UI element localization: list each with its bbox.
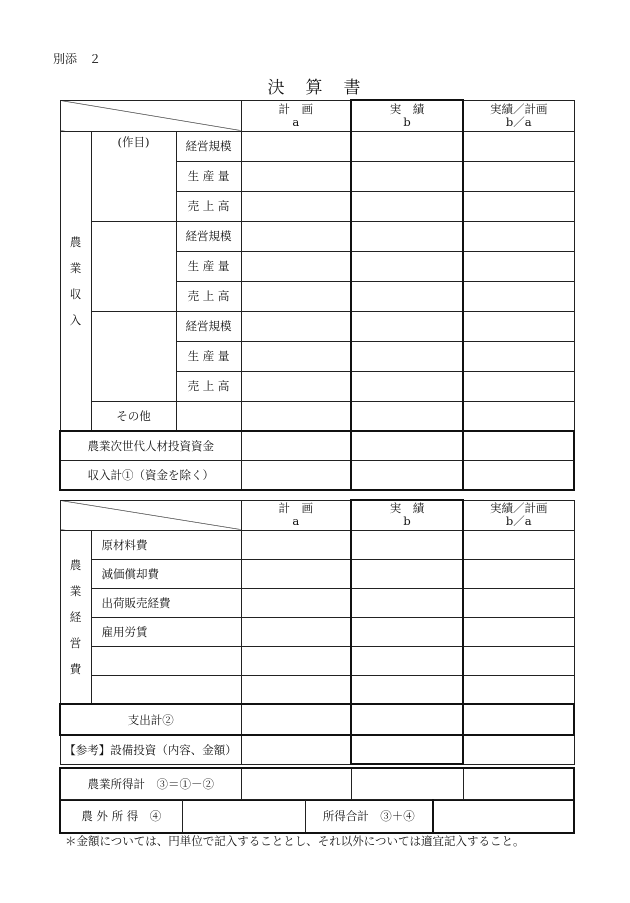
investment-label: 【参考】設備投資（内容、金額） <box>60 735 241 764</box>
total-income-input[interactable] <box>433 800 574 833</box>
input-cell[interactable] <box>241 704 351 735</box>
input-cell[interactable] <box>351 341 463 371</box>
crop-name-cell-1[interactable] <box>91 131 176 221</box>
input-cell[interactable] <box>241 617 351 646</box>
input-cell[interactable] <box>351 191 463 221</box>
input-cell[interactable] <box>351 735 463 764</box>
header-diagonal-cell <box>60 100 241 131</box>
input-cell[interactable] <box>463 530 574 559</box>
input-cell[interactable] <box>463 161 574 191</box>
metric-scale: 経営規模 <box>176 311 241 341</box>
input-cell[interactable] <box>351 251 463 281</box>
input-cell[interactable] <box>463 646 574 675</box>
input-cell[interactable] <box>241 768 351 800</box>
input-cell[interactable] <box>463 617 574 646</box>
farm-income-label: 農 業 収 入 <box>60 131 91 431</box>
input-cell[interactable] <box>463 460 574 490</box>
input-cell[interactable] <box>351 646 463 675</box>
input-cell[interactable] <box>463 704 574 735</box>
input-cell[interactable] <box>241 311 351 341</box>
input-cell[interactable] <box>463 735 574 764</box>
metric-sales: 売 上 高 <box>176 191 241 221</box>
input-cell[interactable] <box>351 281 463 311</box>
document-title: 決 算 書 <box>267 78 363 98</box>
input-cell[interactable] <box>351 588 463 617</box>
fund-label: 農業次世代人材投資資金 <box>60 431 241 460</box>
metric-scale: 経営規模 <box>176 131 241 161</box>
input-cell[interactable] <box>463 311 574 341</box>
input-cell[interactable] <box>241 371 351 401</box>
input-cell[interactable] <box>351 704 463 735</box>
metric-production: 生 産 量 <box>176 251 241 281</box>
income-table <box>59 99 575 491</box>
input-cell[interactable] <box>351 460 463 490</box>
crop-name-cell-2[interactable] <box>91 221 176 311</box>
metric-sales: 売 上 高 <box>176 281 241 311</box>
expense-item-blank[interactable] <box>91 646 241 675</box>
crop-label: (作目) <box>117 134 150 149</box>
input-cell[interactable] <box>241 735 351 764</box>
input-cell[interactable] <box>241 530 351 559</box>
input-cell[interactable] <box>463 431 574 460</box>
expense-item-blank[interactable] <box>91 675 241 704</box>
expense-item-shipping: 出荷販売経費 <box>91 588 241 617</box>
input-cell[interactable] <box>351 768 463 800</box>
input-cell[interactable] <box>241 588 351 617</box>
input-cell[interactable] <box>463 221 574 251</box>
expense-item-materials: 原材料費 <box>91 530 241 559</box>
metric-production: 生 産 量 <box>176 161 241 191</box>
operating-cost-label: 農 業 経 営 費 <box>60 530 91 704</box>
total-income-label: 所得合計 ③＋④ <box>305 800 433 833</box>
actual-header: 実 績 b <box>351 100 463 131</box>
input-cell[interactable] <box>351 161 463 191</box>
input-cell[interactable] <box>351 371 463 401</box>
input-cell[interactable] <box>241 341 351 371</box>
input-cell[interactable] <box>351 675 463 704</box>
input-cell[interactable] <box>351 401 463 431</box>
non-farm-income-label: 農 外 所 得 ④ <box>60 800 182 833</box>
header-diagonal-cell <box>60 500 241 530</box>
footnote: ＊金額については、円単位で記入することとし、それ以外については適宜記入すること。 <box>65 834 525 848</box>
input-cell[interactable] <box>241 559 351 588</box>
input-cell[interactable] <box>463 251 574 281</box>
input-cell[interactable] <box>463 559 574 588</box>
input-cell[interactable] <box>241 131 351 161</box>
input-cell[interactable] <box>241 401 351 431</box>
input-cell[interactable] <box>463 191 574 221</box>
metric-sales: 売 上 高 <box>176 371 241 401</box>
input-cell[interactable] <box>241 161 351 191</box>
expense-item-labor: 雇用労賃 <box>91 617 241 646</box>
attachment-number: 別添 ２ <box>53 52 102 66</box>
expense-total-label: 支出計② <box>60 704 241 735</box>
input-cell[interactable] <box>463 281 574 311</box>
ratio-header: 実績／計画 b／a <box>463 500 574 530</box>
expense-item-depreciation: 減価償却費 <box>91 559 241 588</box>
input-cell[interactable] <box>241 431 351 460</box>
input-cell[interactable] <box>463 131 574 161</box>
input-cell[interactable] <box>176 401 241 431</box>
input-cell[interactable] <box>463 588 574 617</box>
total-income-table <box>59 799 575 834</box>
input-cell[interactable] <box>351 311 463 341</box>
ratio-header: 実績／計画 b／a <box>463 100 574 131</box>
input-cell[interactable] <box>241 646 351 675</box>
plan-header: 計 画 a <box>241 100 351 131</box>
income-total-label: 収入計①（資金を除く） <box>60 460 241 490</box>
crop-name-cell-3[interactable] <box>91 311 176 401</box>
other-label: その他 <box>91 401 176 431</box>
plan-header: 計 画 a <box>241 500 351 530</box>
farm-income-total-label: 農業所得計 ③＝①－② <box>60 768 241 800</box>
input-cell[interactable] <box>241 251 351 281</box>
input-cell[interactable] <box>351 530 463 559</box>
input-cell[interactable] <box>463 768 574 800</box>
input-cell[interactable] <box>463 675 574 704</box>
input-cell[interactable] <box>241 675 351 704</box>
metric-scale: 経営規模 <box>176 221 241 251</box>
input-cell[interactable] <box>241 191 351 221</box>
input-cell[interactable] <box>351 431 463 460</box>
input-cell[interactable] <box>463 341 574 371</box>
input-cell[interactable] <box>351 221 463 251</box>
input-cell[interactable] <box>241 281 351 311</box>
input-cell[interactable] <box>241 221 351 251</box>
input-cell[interactable] <box>351 559 463 588</box>
input-cell[interactable] <box>351 131 463 161</box>
expense-table <box>59 499 575 765</box>
non-farm-income-input[interactable] <box>182 800 305 833</box>
input-cell[interactable] <box>241 460 351 490</box>
input-cell[interactable] <box>351 617 463 646</box>
farm-income-table <box>59 767 575 801</box>
actual-header: 実 績 b <box>351 500 463 530</box>
input-cell[interactable] <box>463 401 574 431</box>
metric-production: 生 産 量 <box>176 341 241 371</box>
input-cell[interactable] <box>463 371 574 401</box>
